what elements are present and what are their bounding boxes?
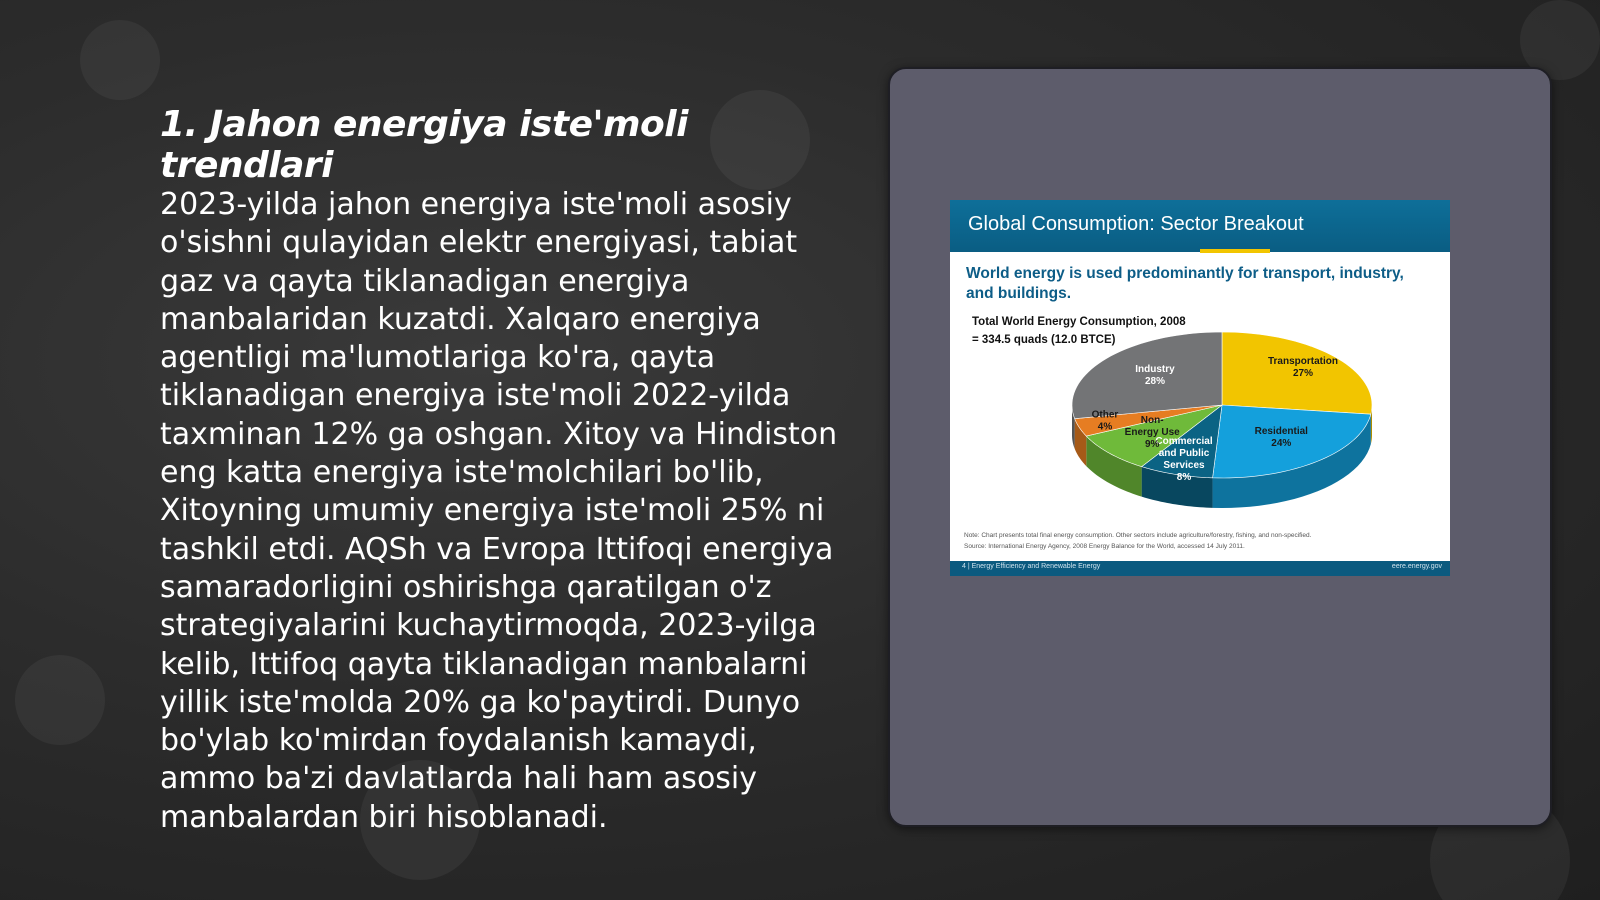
chart-source-line: Source: International Energy Agency, 2008 Energy Balance for the World, accessed 14 July 2011. [964,543,1245,550]
pie-label-residential: Residential 24% [1254,425,1308,449]
pie-label-commercial-and-public-services: Commercial and Public Services 8% [1155,435,1213,483]
pie-chart [950,200,1450,560]
embedded-slide-title: Global Consumption: Sector Breakout [968,213,1304,235]
chart-subtitle-line1: Total World Energy Consumption, 2008 [972,316,1186,328]
chart-note [964,530,1444,552]
embedded-headline: World energy is used predominantly for transport, industry, and buildings. [966,265,1404,302]
embedded-slide-image [950,200,1450,576]
pie-label-non-energy-use: Non-Energy Use 9% [1124,414,1180,450]
slide-body-text: 2023-yilda jahon energiya iste'moli asosiy o'sishni qulayidan elektr energiyasi, tabiat gaz va qayta tiklanadigan energiya manbalaridan kuzatdi. Xalqaro energiya agentligi ma'lumotlariga ko'ra, qayta tiklanadigan energiya iste'moli 2022-yilda taxminan 12% ga oshgan. Xitoy va Hindiston eng katta energiya iste'molchilari bo'lib, Xitoyning umumiy energiya iste'moli 25% ni tashkil etdi. AQSh va Evropa Ittifoqi energiya samaradorligini oshirishga qaratilgan o'z strategiyalarini kuchaytirmoqda, 2023-yilga kelib, Ittifoq qayta tiklanadigan manbalarni yillik iste'molda 20% ga ko'paytirdi. Dunyo bo'ylab ko'mirdan foydalanish kamaydi, ammo ba'zi davlatlarda hali ham asosiy manbalardan biri hisoblanadi. [160,187,838,835]
pie-label-other: Other 4% [1091,409,1119,433]
pie-label-transportation: Transportation 27% [1267,356,1339,380]
footer-left-text: 4 | Energy Efficiency and Renewable Energy [962,563,1101,570]
chart-note-line1: Note: Chart presents total final energy consumption. Other sectors include agriculture/forestry, fishing, and non-specified. [964,532,1312,539]
embedded-footer [950,561,1450,576]
pie-label-industry: Industry 28% [1135,364,1175,387]
footer-right-text: eere.energy.gov [1391,563,1442,570]
slide-title: 1. Jahon energiya iste'moli trendlari [160,104,688,186]
chart-subtitle-line2: = 334.5 quads (12.0 BTCE) [972,334,1116,346]
